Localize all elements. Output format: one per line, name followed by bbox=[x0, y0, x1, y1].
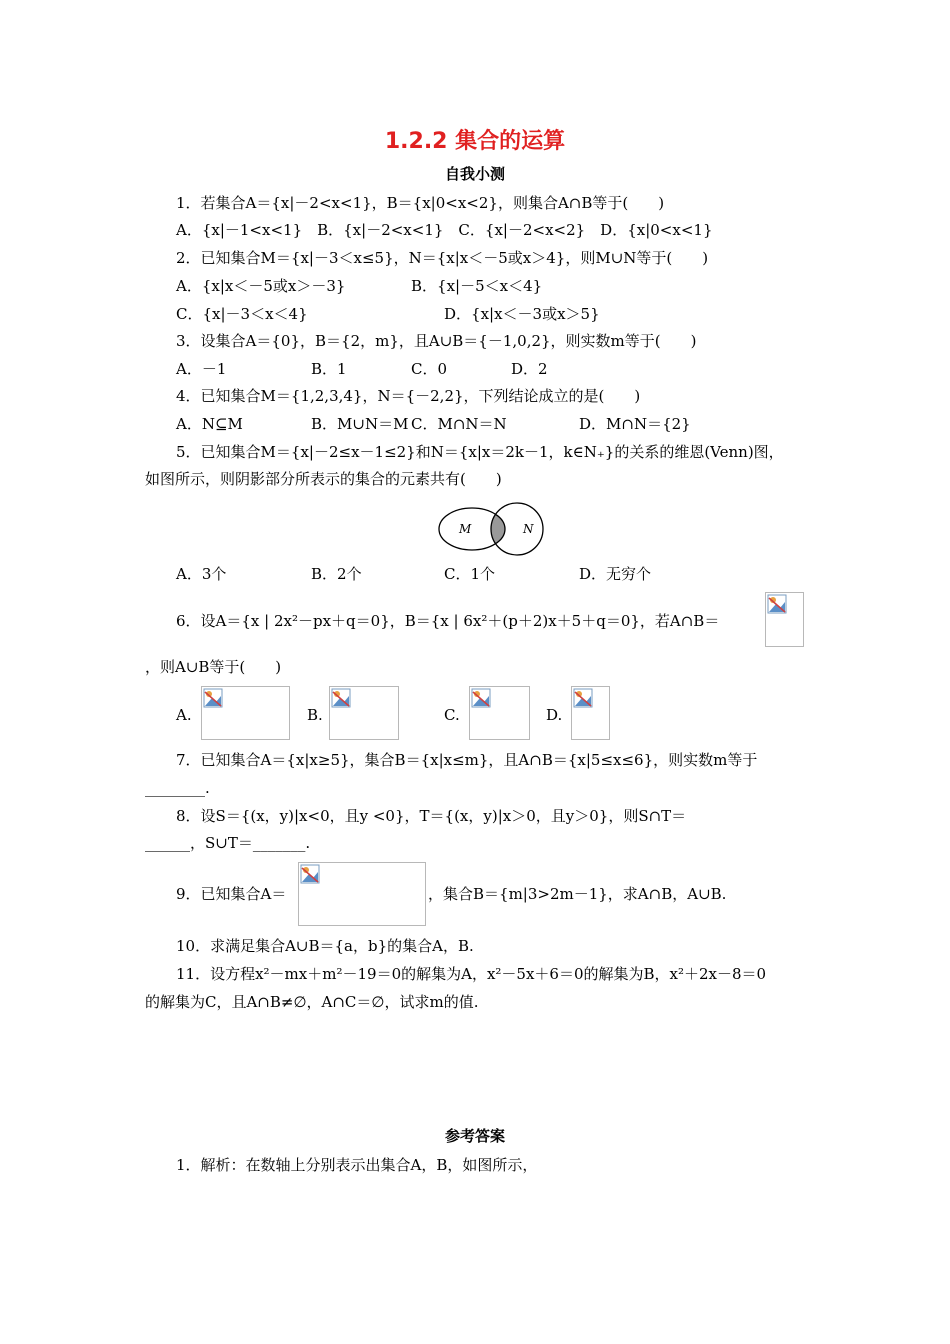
option-c: C．1个 bbox=[444, 565, 496, 583]
missing-image bbox=[765, 592, 804, 647]
option-b: B．{x|－5＜x＜4} bbox=[411, 277, 543, 295]
option-d: D. bbox=[546, 706, 563, 724]
option-d: D．无穷个 bbox=[579, 565, 652, 583]
option-a-image bbox=[201, 686, 290, 740]
broken-image-icon bbox=[767, 594, 787, 614]
option-d-image bbox=[571, 686, 610, 740]
option-d: D．M∩N＝{2} bbox=[579, 415, 691, 433]
broken-image-icon bbox=[203, 688, 223, 708]
option-b-image bbox=[329, 686, 399, 740]
question-1-options: A．{x|－1<x<1} B．{x|－2<x<1} C．{x|－2<x<2} D．{x|0<x<1} bbox=[176, 221, 713, 239]
option-a: A. bbox=[176, 706, 192, 724]
option-c-image bbox=[469, 686, 530, 740]
question-8-blanks: ______，S∪T＝_______. bbox=[145, 834, 311, 852]
question-7: 7．已知集合A＝{x|x≥5}，集合B＝{x|x≤m}，且A∩B＝{x|5≤x≤6}，则实数m等于 bbox=[176, 751, 758, 769]
option-c: C．0 bbox=[411, 360, 448, 378]
option-b: B．1 bbox=[311, 360, 347, 378]
option-b: B．M∪N＝M bbox=[311, 415, 409, 433]
option-a: A．3个 bbox=[176, 565, 227, 583]
option-c: C．{x|－3＜x＜4} bbox=[176, 305, 308, 323]
question-2: 2．已知集合M＝{x|－3＜x≤5}，N＝{x|x＜－5或x＞4}，则M∪N等于( ) bbox=[176, 249, 709, 267]
question-5-continued: 如图所示，则阴影部分所表示的集合的元素共有( ) bbox=[145, 470, 502, 488]
broken-image-icon bbox=[573, 688, 593, 708]
question-6: 6．设A＝{x | 2x²－px＋q＝0}，B＝{x | 6x²＋(p＋2)x＋5＋q＝0}，若A∩B＝ bbox=[176, 612, 720, 630]
question-11-continued: 的解集为C，且A∩B≠∅，A∩C＝∅，试求m的值. bbox=[145, 993, 479, 1011]
section-heading-self-test: 自我小测 bbox=[444, 165, 505, 183]
broken-image-icon bbox=[471, 688, 491, 708]
option-d: D．2 bbox=[511, 360, 548, 378]
question-5: 5．已知集合M＝{x|－2≤x－1≤2}和N＝{x|x＝2k－1，k∈N₊}的关系的维恩(Venn)图， bbox=[176, 443, 784, 461]
option-a: A．－1 bbox=[176, 360, 227, 378]
question-9: 9．已知集合A＝ bbox=[176, 885, 287, 903]
question-1: 1．若集合A＝{x|－2<x<1}，B＝{x|0<x<2}，则集合A∩B等于( ) bbox=[176, 194, 665, 212]
question-11: 11．设方程x²－mx＋m²－19＝0的解集为A，x²－5x＋6＝0的解集为B，x²＋2x－8＝0 bbox=[176, 965, 767, 983]
question-7-blank: ________. bbox=[145, 779, 210, 797]
option-a: A．N⊆M bbox=[176, 415, 243, 433]
option-d: D．{x|x＜－3或x＞5} bbox=[444, 305, 600, 323]
missing-image bbox=[298, 862, 426, 926]
option-b: B. bbox=[307, 706, 323, 724]
option-b: B．2个 bbox=[311, 565, 362, 583]
question-6-continued: ，则A∪B等于( ) bbox=[145, 658, 282, 676]
broken-image-icon bbox=[331, 688, 351, 708]
question-4: 4．已知集合M＝{1,2,3,4}，N＝{－2,2}，下列结论成立的是( ) bbox=[176, 387, 641, 405]
page-title: 1.2.2 集合的运算 bbox=[384, 129, 566, 154]
broken-image-icon bbox=[300, 864, 320, 884]
section-heading-answers: 参考答案 bbox=[444, 1127, 505, 1145]
option-a: A．{x|x＜－5或x＞－3} bbox=[176, 277, 346, 295]
question-10: 10．求满足集合A∪B＝{a，b}的集合A，B. bbox=[176, 937, 474, 955]
venn-label-m: M bbox=[459, 522, 472, 536]
question-9-continued: ，集合B＝{m|3>2m－1}，求A∩B，A∪B. bbox=[428, 885, 727, 903]
option-c: C．M∩N＝N bbox=[411, 415, 507, 433]
option-c: C. bbox=[444, 706, 460, 724]
venn-diagram bbox=[437, 502, 547, 560]
answer-1: 1．解析：在数轴上分别表示出集合A，B，如图所示， bbox=[176, 1156, 538, 1174]
question-3: 3．设集合A＝{0}，B＝{2，m}，且A∪B＝{－1,0,2}，则实数m等于( ) bbox=[176, 332, 697, 350]
venn-label-n: N bbox=[523, 522, 534, 536]
question-8: 8．设S＝{(x，y)|x<0，且y <0}，T＝{(x，y)|x＞0，且y＞0}，则S∩T＝ bbox=[176, 807, 687, 825]
